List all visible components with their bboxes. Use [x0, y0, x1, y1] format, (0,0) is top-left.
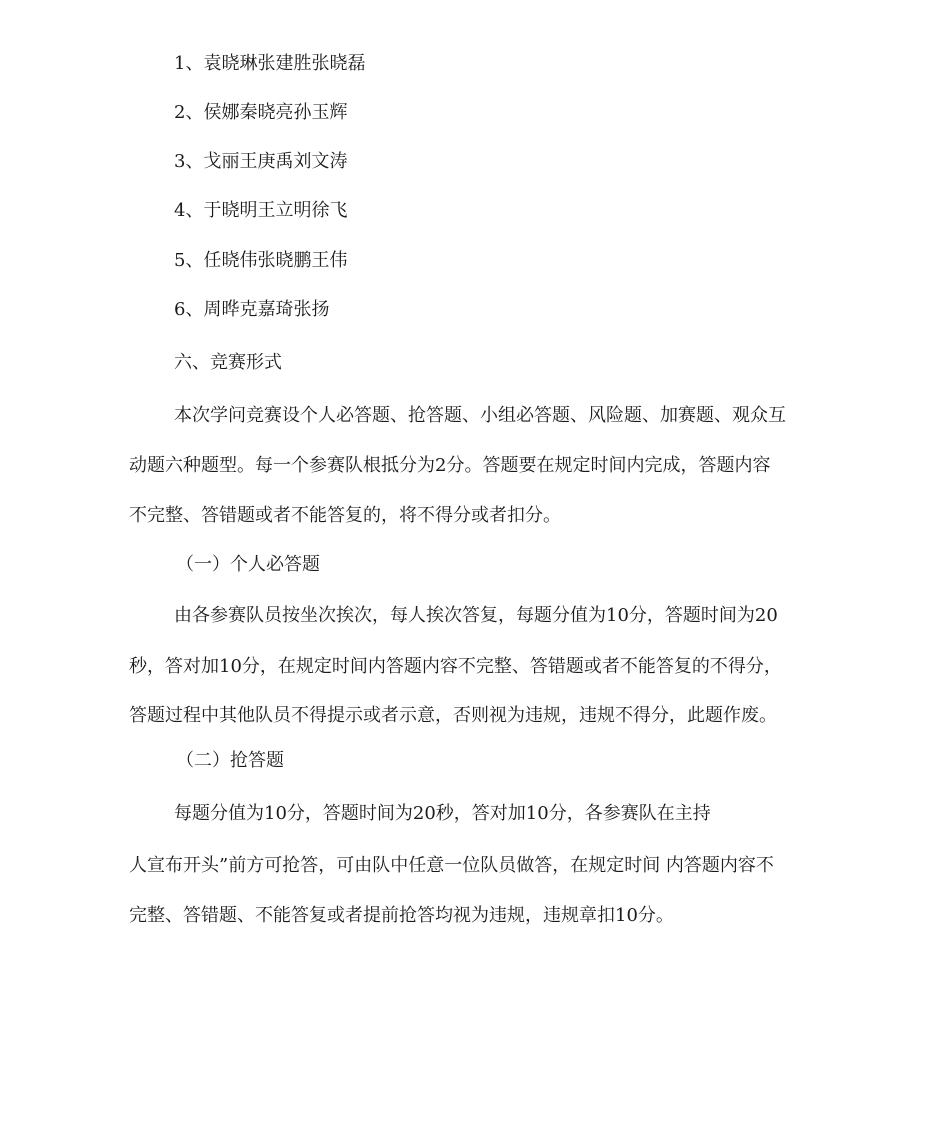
paragraph-line: 本次学问竞赛设个人必答题、抢答题、小组必答题、风险题、加赛题、观众互 [174, 405, 786, 426]
team-list-item: 2、侯娜秦晓亮孙玉辉 [174, 102, 348, 123]
paragraph-line: 人宣布开头”前方可抢答，可由队中任意一位队员做答，在规定时间 内答题内容不 [129, 855, 774, 876]
team-list-item: 1、袁晓琳张建胜张晓磊 [174, 53, 366, 74]
paragraph-line: 由各参赛队员按坐次挨次，每人挨次答复，每题分值为10分，答题时间为20 [174, 605, 778, 626]
subsection-heading: （二）抢答题 [176, 750, 284, 771]
paragraph-line: 每题分值为10分，答题时间为20秒，答对加10分，各参赛队在主持 [174, 803, 711, 824]
paragraph-line: 完整、答错题、不能答复或者提前抢答均视为违规，违规章扣10分。 [129, 905, 674, 926]
team-list-item: 5、任晓伟张晓鹏王伟 [174, 250, 348, 271]
paragraph-line: 答题过程中其他队员不得提示或者示意，否则视为违规，违规不得分，此题作废。 [129, 705, 777, 726]
team-list-item: 6、周晔克嘉琦张扬 [174, 299, 330, 320]
team-list-item: 4、于晓明王立明徐飞 [174, 200, 348, 221]
paragraph-line: 秒，答对加10分，在规定时间内答题内容不完整、答错题或者不能答复的不得分， [129, 656, 782, 677]
section-heading: 六、竞赛形式 [174, 352, 282, 373]
paragraph-line: 动题六种题型。每一个参赛队根抵分为2分。答题要在规定时间内完成，答题内容 [129, 455, 771, 476]
subsection-heading: （一）个人必答题 [176, 554, 320, 575]
paragraph-line: 不完整、答错题或者不能答复的，将不得分或者扣分。 [129, 505, 561, 526]
team-list-item: 3、戈丽王庚禹刘文涛 [174, 151, 348, 172]
